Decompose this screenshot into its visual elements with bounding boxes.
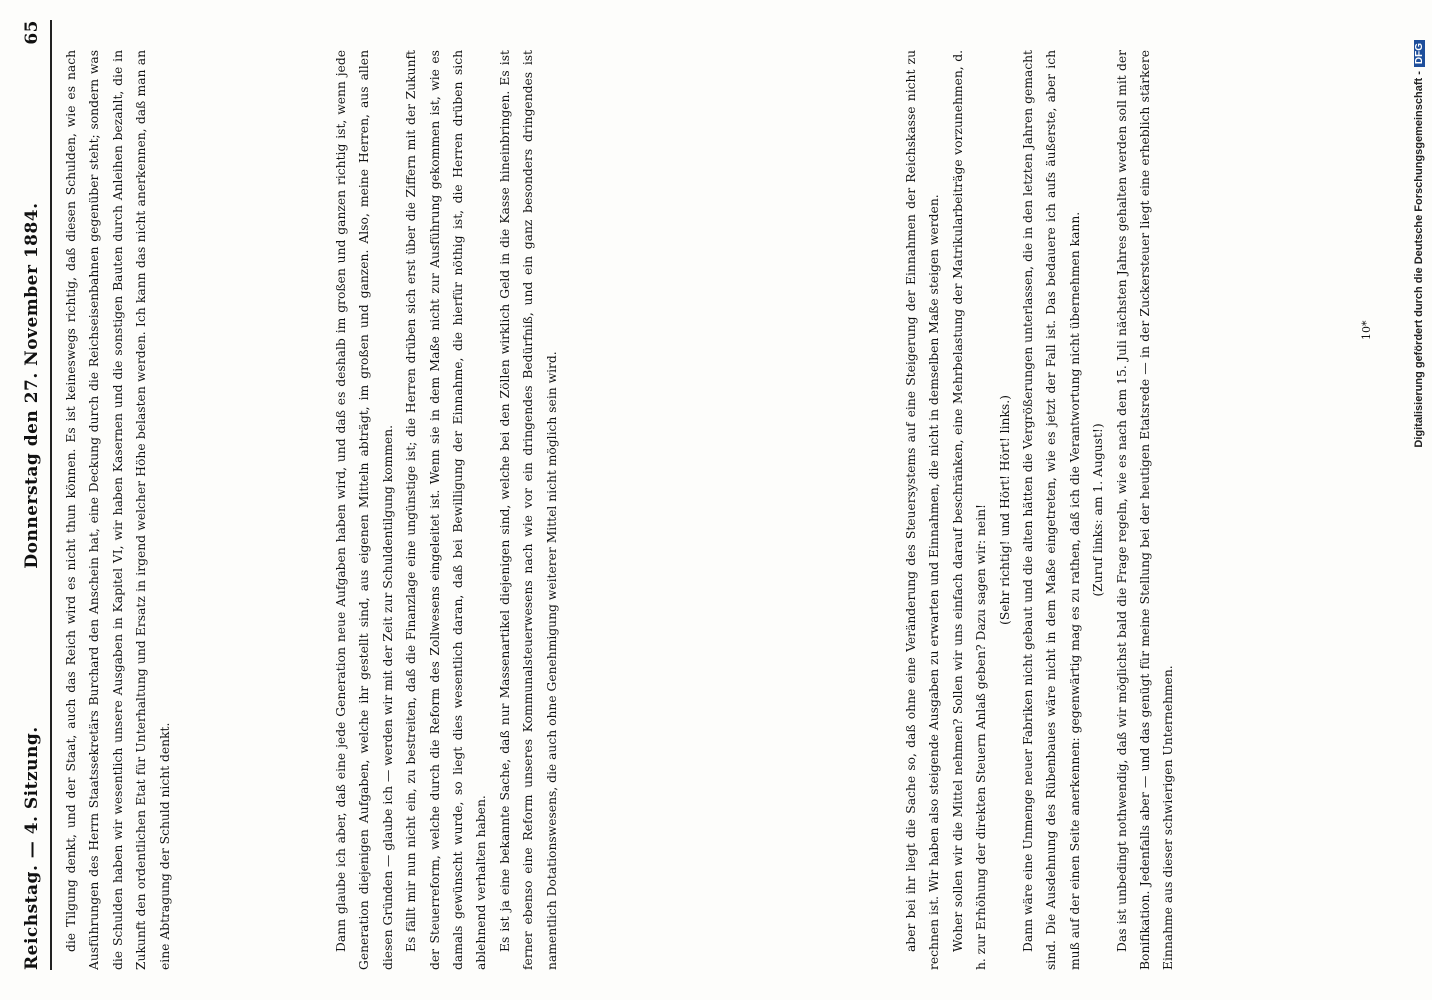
header-rule — [50, 20, 52, 970]
header-session: Reichstag. — 4. Sitzung. — [22, 726, 42, 970]
paragraph: die Tilgung denkt, und der Staat, auch das Reich wird es nicht thun können. Es ist keineswegs richtig, daß diesen Schulden, wie es nach Ausführungen des Herrn Staatssekretärs Burchard den Anschein hat, eine Deckung durch die Reichseisenbahnen gegenüber steht; sondern was die Schulden haben wir wesentlich unsere Ausgaben in Kapitel VI, wir haben Kasernen und die sonstigen Bauten durch Anleihen bezahlt, die in Zukunft den ordentlichen Etat für Unterhaltung und Ersatz in irgend welcher Höhe belasten werden. Ich kann das nicht anerkennen, daß man an eine Abtragung der Schuld nicht denkt. — [64, 50, 172, 970]
text-column-left — [60, 50, 320, 970]
folio-mark: 10* — [1360, 320, 1373, 340]
digitization-credit — [1410, 40, 1428, 960]
interjection: (Sehr richtig! und Hört! Hört! links.) — [997, 395, 1012, 625]
page-header — [18, 20, 46, 970]
text-column-middle — [330, 50, 890, 970]
paragraph: Es ist ja eine bekannte Sache, daß nur Massenartikel diejenigen sind, welche bei den Zöllen wirklich Geld in die Kasse hineinbringen. Es ist ferner ebenso eine Reform unseres Kommunalsteuerwesens nach wie vor ein dringendes Bedürfniß, und ein ganz besonders dringendes ist namentlich Dotationswesens, die auch ohne Genehmigung weiterer Mittel nicht möglich sein wird. — [497, 50, 559, 970]
paragraph: Dann wäre eine Unmenge neuer Fabriken nicht gebaut und die alten hätten die Vergrößerungen unterlassen, die in den letzten Jahren gemacht sind. Die Ausdehnung des Rübenbaues wäre nicht in dem Maße eingetreten, wie es jetzt der Fall ist. Das bedauere ich aufs äußerste, aber ich muß auf der einen Seite anerkennen: gegenwärtig mag es zu rathen, daß ich die Verantwortung nicht übernehmen kann. — [1021, 50, 1082, 970]
paragraph: Das ist unbedingt nothwendig, daß wir möglichst bald die Frage regeln, wie es nach dem 15. Juli nächsten Jahres gehalten werden soll mit der Bonifikation. Jedenfalls aber — und das genügt für meine Stellung bei der heutigen Etatsrede — in der Zuckersteuer liegt eine erheblich stärkere Einnahme aus dieser schwierigen Unternehmen. — [1114, 50, 1176, 970]
paragraph: aber bei ihr liegt die Sache so, daß ohne eine Veränderung des Steuersystems auf eine Steigerung der Einnahmen der Reichskasse nicht zu rechnen ist. Wir haben also steigende Ausgaben zu erwarten und Einnahmen, die nicht in demselben Maße steigen werden. — [904, 50, 942, 970]
paragraph: Dann glaube ich aber, daß eine jede Generation neue Aufgaben haben wird, und daß es deshalb im großen und ganzen richtig ist, wenn jede Generation diejenigen Aufgaben, welche ihr gestellt sind, aus eigenen Mitteln abträgt, im großen und ganzen. Also, meine Herren, aus allen diesen Gründen — glaube ich — werden wir mit der Zeit zur Schuldentilgung kommen. — [334, 50, 395, 970]
dfg-logo: DFG — [1414, 40, 1425, 67]
paragraph: Woher sollen wir die Mittel nehmen? Sollen wir uns einfach darauf beschränken, eine Mehrbelastung der Matrikularbeiträge vorzunehmen, d. h. zur Erhöhung der direkten Steuern Anlaß geben? Dazu sagen wir: nein! — [950, 50, 989, 970]
credit-text: Digitalisierung gefördert durch die Deutsche Forschungsgemeinschaft - — [1413, 71, 1425, 448]
page-number: 65 — [22, 20, 42, 45]
text-column-right — [900, 50, 1400, 970]
paragraph: Es fällt mir nun nicht ein, zu bestreiten, daß die Finanzlage eine ungünstige ist; die Herren drüben sich erst über die Ziffern mit der Zukunft der Steuerreform, welche durch die Reform des Zollwesens eingeleitet ist. Wenn sie in dem Maße nicht zur Ausführung gekommen ist, wie es damals gewünscht wurde, so liegt dies wesentlich daran, daß bei Bewilligung der Einnahme, die hierfür nöthig ist, die Herren drüben sich ablehnend verhalten haben. — [404, 50, 489, 970]
interjection: (Zuruf links: am 1. August!) — [1091, 423, 1106, 597]
header-date: Donnerstag den 27. November 1884. — [22, 202, 42, 569]
